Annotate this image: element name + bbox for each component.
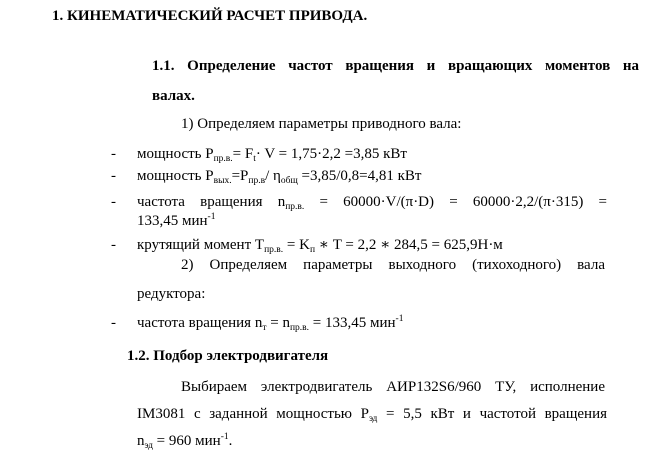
power-sub: пр.в. xyxy=(213,154,233,164)
motor-line3-sup: -1 xyxy=(220,432,229,442)
motor-line3-sub: эд xyxy=(144,441,153,451)
power-out-mid2: / η xyxy=(265,168,281,184)
power-label: мощность P xyxy=(137,146,214,162)
section-1-1-title xyxy=(152,57,639,75)
freq-rest: = 60000·V/(π·D) = 60000·2,2/(π·315) = xyxy=(304,194,607,210)
motor-text-line2 xyxy=(137,405,607,423)
torque-sub: пр.в. xyxy=(264,245,284,255)
power-formula xyxy=(137,145,407,163)
section-number: 1.1. xyxy=(152,58,175,74)
bullet-dash: - xyxy=(111,237,116,253)
bullet-dash: - xyxy=(111,194,116,210)
motor-line2-b: = 5,5 кВт и частотой вращения xyxy=(377,406,607,422)
freq-result-text: 133,45 мин xyxy=(137,213,208,229)
freq-sub: пр.в. xyxy=(285,202,305,212)
power-out-mid: =P xyxy=(231,168,249,184)
freq-out-sub: т xyxy=(262,323,267,333)
freq-out-rest: = 133,45 мин xyxy=(309,315,396,331)
power-rest: = F xyxy=(232,146,254,162)
freq-out-formula xyxy=(137,314,403,332)
freq-out-mid: = n xyxy=(266,315,290,331)
power-out-label: мощность P xyxy=(137,168,214,184)
step-1-text: 1) Определяем параметры приводного вала: xyxy=(181,116,462,132)
motor-line2-sub: эд xyxy=(368,414,378,424)
freq-sup: -1 xyxy=(207,212,216,222)
freq-out-sub2: пр.в. xyxy=(289,323,310,333)
power-rest2: · V = 1,75·2,2 =3,85 кВт xyxy=(255,146,407,162)
chapter-heading: 1. КИНЕМАТИЧЕСКИЙ РАСЧЕТ ПРИВОДА. xyxy=(52,8,368,24)
section-title-text: Определение частот вращения и вращающих моментов на xyxy=(187,58,639,74)
torque-formula xyxy=(137,236,503,254)
motor-line3-c: . xyxy=(228,433,233,449)
step-2-text-cont: редуктора: xyxy=(137,286,206,302)
motor-line3-a: n xyxy=(137,433,145,449)
torque-mid: = K xyxy=(283,237,310,253)
motor-text-line1: Выбираем электродвигатель АИР132S6/960 ТУ, исполнение xyxy=(181,379,605,395)
motor-text-line3 xyxy=(137,432,232,450)
power-sub2: t xyxy=(253,154,256,164)
freq-out-label: частота вращения n xyxy=(137,315,263,331)
motor-line2-a: IM3081 с заданной мощностью P xyxy=(137,406,369,422)
motor-line3-b: = 960 мин xyxy=(152,433,221,449)
step-2-text: 2) Определяем параметры выходного (тихоходного) вала xyxy=(181,257,605,273)
torque-rest: ∗ T = 2,2 ∗ 284,5 = 625,9Н·м xyxy=(315,237,503,253)
power-out-rest: =3,85/0,8=4,81 кВт xyxy=(297,168,422,184)
freq-result xyxy=(137,212,215,230)
torque-sub2: п xyxy=(309,245,316,255)
power-out-sub2: пр.в xyxy=(248,176,266,186)
section-1-1-title-cont: валах. xyxy=(152,88,195,104)
freq-label: частота вращения n xyxy=(137,194,286,210)
power-out-sub: вых. xyxy=(213,176,232,186)
torque-label: крутящий момент T xyxy=(137,237,265,253)
section-1-2-title: 1.2. Подбор электродвигателя xyxy=(127,348,329,364)
power-out-sub3: общ xyxy=(280,176,298,186)
power-out-formula xyxy=(137,167,421,185)
bullet-dash: - xyxy=(111,315,116,331)
freq-formula xyxy=(137,193,607,211)
bullet-dash: - xyxy=(111,168,116,184)
freq-out-sup: -1 xyxy=(395,314,404,324)
bullet-dash: - xyxy=(111,146,116,162)
